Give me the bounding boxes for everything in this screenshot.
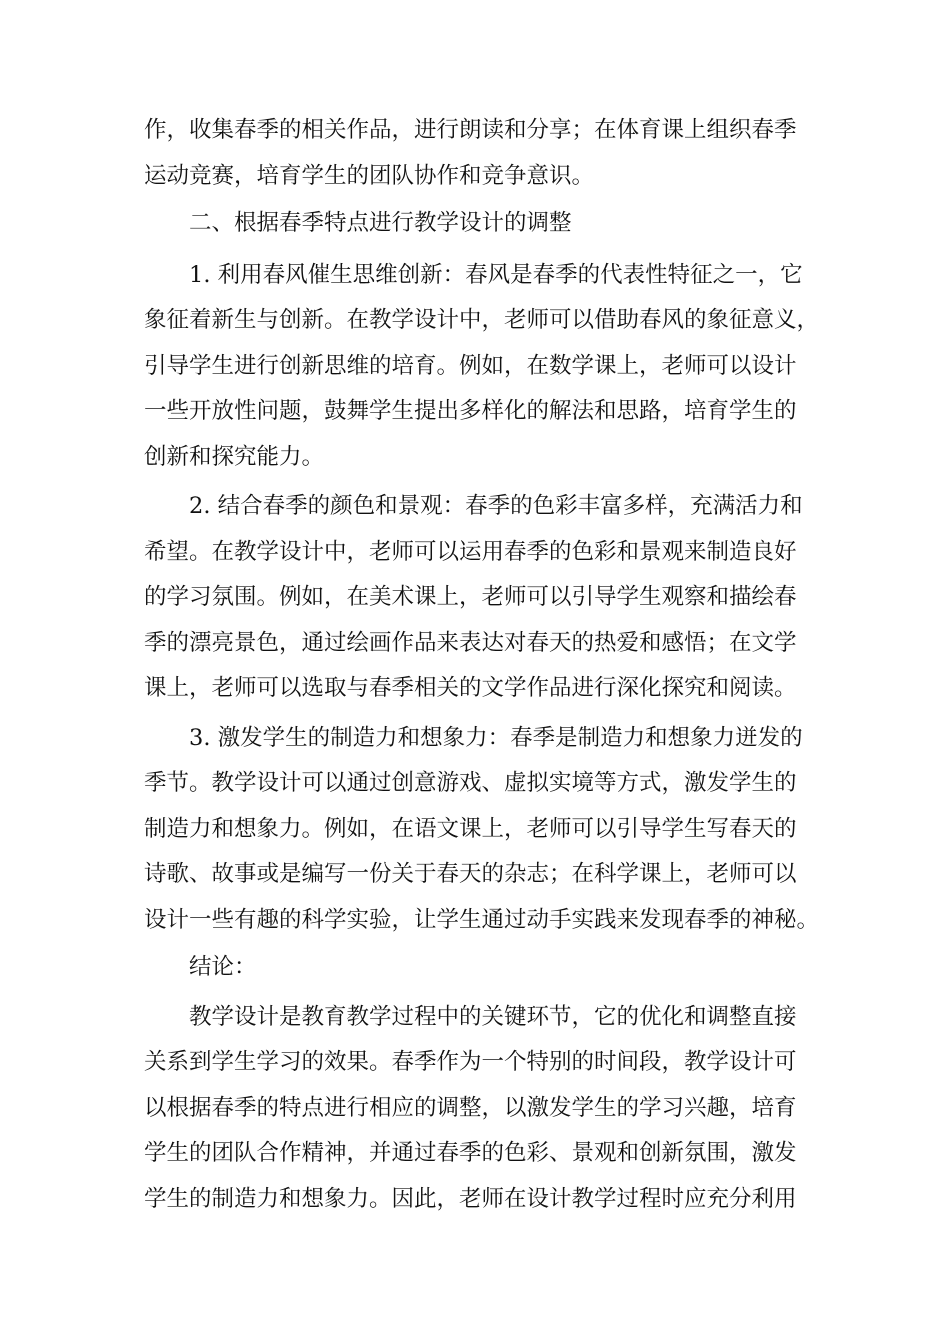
text-line: 一些开放性问题，鼓舞学生提出多样化的解法和思路，培育学生的 [144, 398, 797, 424]
text-line: 希望。在教学设计中，老师可以运用春季的色彩和景观来制造良好 [144, 538, 797, 565]
text-line: 结论： [189, 954, 257, 980]
text-line: 设计一些有趣的科学实验，让学生通过动手实践来发现春季的神秘。 [144, 906, 820, 933]
text-line: 季的漂亮景色，通过绘画作品来表达对春天的热爱和感悟；在文学 [144, 629, 797, 656]
text-line: 教学设计是教育教学过程中的关键环节，它的优化和调整直接 [189, 1003, 797, 1030]
text-line: 2. 结合春季的颜色和景观：春季的色彩丰富多样，充满活力和 [189, 493, 803, 519]
text-line: 课上，老师可以选取与春季相关的文学作品进行深化探究和阅读。 [144, 675, 797, 701]
paragraph-point-one [144, 253, 820, 481]
text-line: 以根据春季的特点进行相应的调整，以激发学生的学习兴趣，培育 [144, 1094, 797, 1121]
conclusion-heading [144, 945, 806, 991]
text-line: 运动竞赛，培育学生的团队协作和竞争意识。 [144, 162, 595, 189]
paragraph-point-three [144, 716, 820, 944]
text-line: 1. 利用春风催生思维创新：春风是春季的代表性特征之一，它 [189, 261, 803, 288]
text-line: 作，收集春季的相关作品，进行朗读和分享；在体育课上组织春季 [144, 117, 797, 143]
text-line: 季节。教学设计可以通过创意游戏、虚拟实境等方式，激发学生的 [144, 770, 797, 796]
paragraph-point-two [144, 484, 806, 712]
text-line: 诗歌、故事或是编写一份关于春天的杂志；在科学课上，老师可以 [144, 861, 797, 887]
text-line: 3. 激发学生的制造力和想象力：春季是制造力和想象力迸发的 [189, 724, 803, 751]
text-line: 的学习氛围。例如，在美术课上，老师可以引导学生观察和描绘春 [144, 584, 797, 610]
paragraph-conclusion [144, 995, 806, 1223]
text-line: 创新和探究能力。 [144, 443, 325, 470]
text-line: 二、根据春季特点进行教学设计的调整 [189, 210, 572, 236]
text-line: 学生的团队合作精神，并通过春季的色彩、景观和创新氛围，激发 [144, 1140, 797, 1166]
text-line: 关系到学生学习的效果。春季作为一个特别的时间段，教学设计可 [144, 1049, 797, 1075]
document-body [144, 108, 820, 1222]
text-line: 学生的制造力和想象力。因此，老师在设计教学过程时应充分利用 [144, 1185, 797, 1212]
section-heading [144, 201, 806, 247]
paragraph-intro-continuation [144, 108, 806, 199]
text-line: 引导学生进行创新思维的培育。例如，在数学课上，老师可以设计 [144, 352, 797, 379]
text-line: 制造力和想象力。例如，在语文课上，老师可以引导学生写春天的 [144, 815, 797, 842]
text-line: 象征着新生与创新。在教学设计中，老师可以借助春风的象征意义， [144, 307, 820, 333]
